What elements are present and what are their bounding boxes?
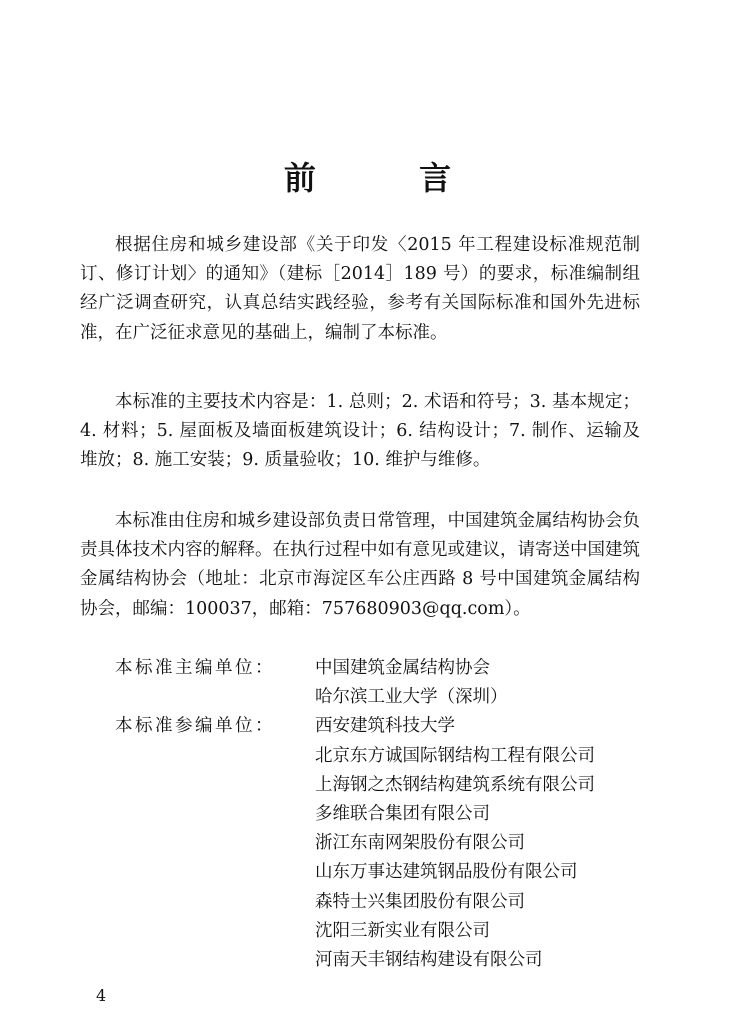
participating-unit: 森特士兴集团股份有限公司 <box>315 891 525 912</box>
participating-unit: 上海钢之杰钢结构建筑系统有限公司 <box>315 774 595 795</box>
participating-unit: 河南天丰钢结构建设有限公司 <box>315 950 543 971</box>
preface-paragraph-management: 本标准由住房和城乡建设部负责日常管理，中国建筑金属结构协会负责具体技术内容的解释。在执行过程中如有意见或建议，请寄送中国建筑金属结构协会（地址：北京市海淀区车公庄西路 8 号中国建筑金属结构协会，邮编：100037，邮箱：757680903@qq.com）。 <box>80 511 640 619</box>
participating-row <box>115 712 675 741</box>
participating-row <box>115 946 675 975</box>
preface-paragraph-contents: 本标准的主要技术内容是：1. 总则；2. 术语和符号；3. 基本规定；4. 材料；5. 屋面板及墙面板建筑设计；6. 结构设计；7. 制作、运输及堆放；8. 施工安装；9. 质量验收；10. 维护与维修。 <box>80 392 640 471</box>
participating-row <box>115 771 675 800</box>
participating-row <box>115 829 675 858</box>
chief-editor-unit: 哈尔滨工业大学（深圳） <box>315 687 508 708</box>
participating-unit: 多维联合集团有限公司 <box>315 804 490 825</box>
chief-editor-row <box>115 654 675 683</box>
preface-paragraph-basis: 根据住房和城乡建设部《关于印发〈2015 年工程建设标准规范制订、修订计划〉的通知》（建标［2014］189 号）的要求，标准编制组经广泛调查研究，认真总结实践经验，参考有关国际标准和国外先进标准，在广泛征求意见的基础上，编制了本标准。 <box>80 235 640 343</box>
page-title: 前 言 <box>283 159 498 197</box>
participating-row <box>115 858 675 887</box>
participating-unit: 北京东方诚国际钢结构工程有限公司 <box>315 745 595 766</box>
participating-unit: 沈阳三新实业有限公司 <box>315 920 490 941</box>
participating-label: 本标准参编单位： <box>115 716 275 737</box>
participating-row <box>115 742 675 771</box>
page-number: 4 <box>96 986 107 1005</box>
participating-row <box>115 917 675 946</box>
participating-row <box>115 888 675 917</box>
participating-unit: 山东万事达建筑钢品股份有限公司 <box>315 862 578 883</box>
participating-row <box>115 800 675 829</box>
chief-editor-row <box>115 683 675 712</box>
participating-unit: 西安建筑科技大学 <box>315 716 455 737</box>
chief-editor-label: 本标准主编单位： <box>115 658 275 678</box>
participating-unit: 浙江东南网架股份有限公司 <box>315 833 525 854</box>
drafting-units <box>115 654 675 975</box>
chief-editor-unit: 中国建筑金属结构协会 <box>315 658 490 678</box>
